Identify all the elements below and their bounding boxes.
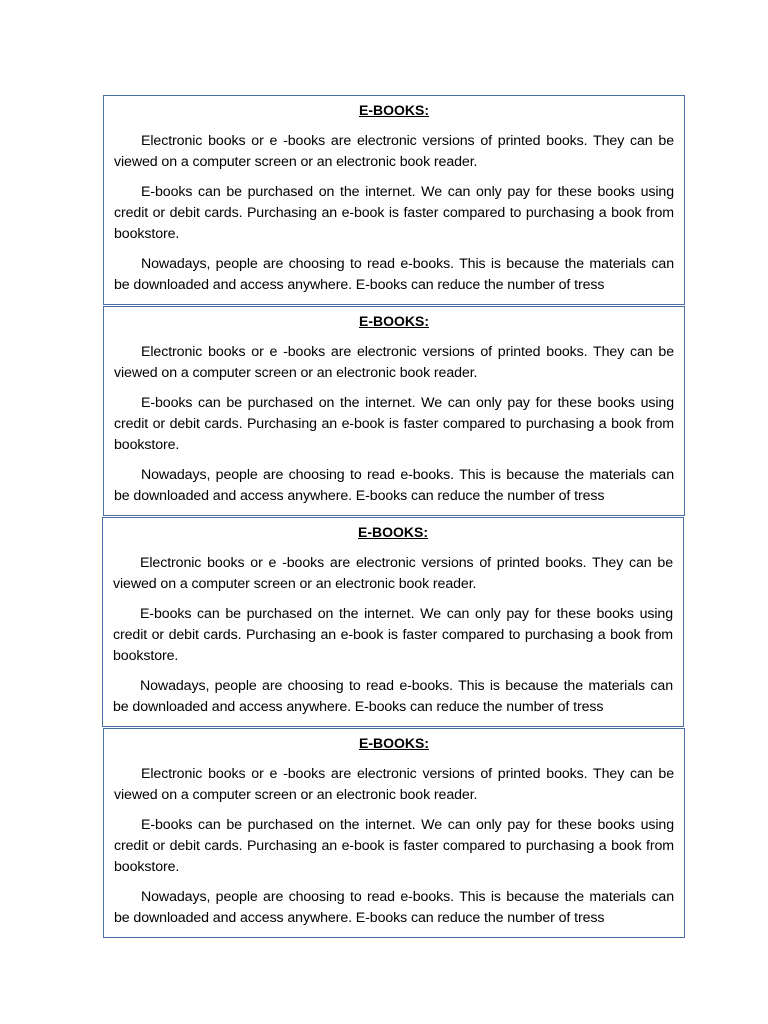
ebook-card: [103, 728, 685, 938]
card-paragraph: Nowadays, people are choosing to read e-books. This is because the materials can be downloaded and access anywhere. E-books can reduce the number of tress: [114, 467, 674, 504]
card-content: [114, 313, 674, 516]
card-paragraph: Electronic books or e -books are electronic versions of printed books. They can be viewed on a computer screen or an electronic book reader.: [114, 766, 674, 803]
ebook-card: [103, 95, 685, 305]
card-paragraph: E-books can be purchased on the internet. We can only pay for these books using credit or debit cards. Purchasing an e-book is faster compared to purchasing a book from bookstore.: [114, 817, 674, 875]
card-content: [113, 524, 673, 727]
card-title: E-BOOKS:: [358, 524, 428, 540]
card-paragraph: E-books can be purchased on the internet. We can only pay for these books using credit or debit cards. Purchasing an e-book is faster compared to purchasing a book from bookstore.: [114, 395, 674, 453]
ebook-card: [103, 306, 685, 516]
ebook-card: [102, 517, 684, 727]
card-paragraph: Electronic books or e -books are electronic versions of printed books. They can be viewed on a computer screen or an electronic book reader.: [114, 133, 674, 170]
card-title: E-BOOKS:: [359, 102, 429, 118]
card-paragraph: E-books can be purchased on the internet. We can only pay for these books using credit or debit cards. Purchasing an e-book is faster compared to purchasing a book from bookstore.: [113, 606, 673, 664]
card-content: [114, 735, 674, 938]
card-paragraph: E-books can be purchased on the internet. We can only pay for these books using credit or debit cards. Purchasing an e-book is faster compared to purchasing a book from bookstore.: [114, 184, 674, 242]
card-title: E-BOOKS:: [359, 313, 429, 329]
card-title: E-BOOKS:: [359, 735, 429, 751]
card-paragraph: Electronic books or e -books are electronic versions of printed books. They can be viewed on a computer screen or an electronic book reader.: [113, 555, 673, 592]
card-paragraph: Nowadays, people are choosing to read e-books. This is because the materials can be downloaded and access anywhere. E-books can reduce the number of tress: [113, 678, 673, 715]
card-paragraph: Nowadays, people are choosing to read e-books. This is because the materials can be downloaded and access anywhere. E-books can reduce the number of tress: [114, 256, 674, 293]
card-paragraph: Electronic books or e -books are electronic versions of printed books. They can be viewed on a computer screen or an electronic book reader.: [114, 344, 674, 381]
card-paragraph: Nowadays, people are choosing to read e-books. This is because the materials can be downloaded and access anywhere. E-books can reduce the number of tress: [114, 889, 674, 926]
card-content: [114, 102, 674, 305]
